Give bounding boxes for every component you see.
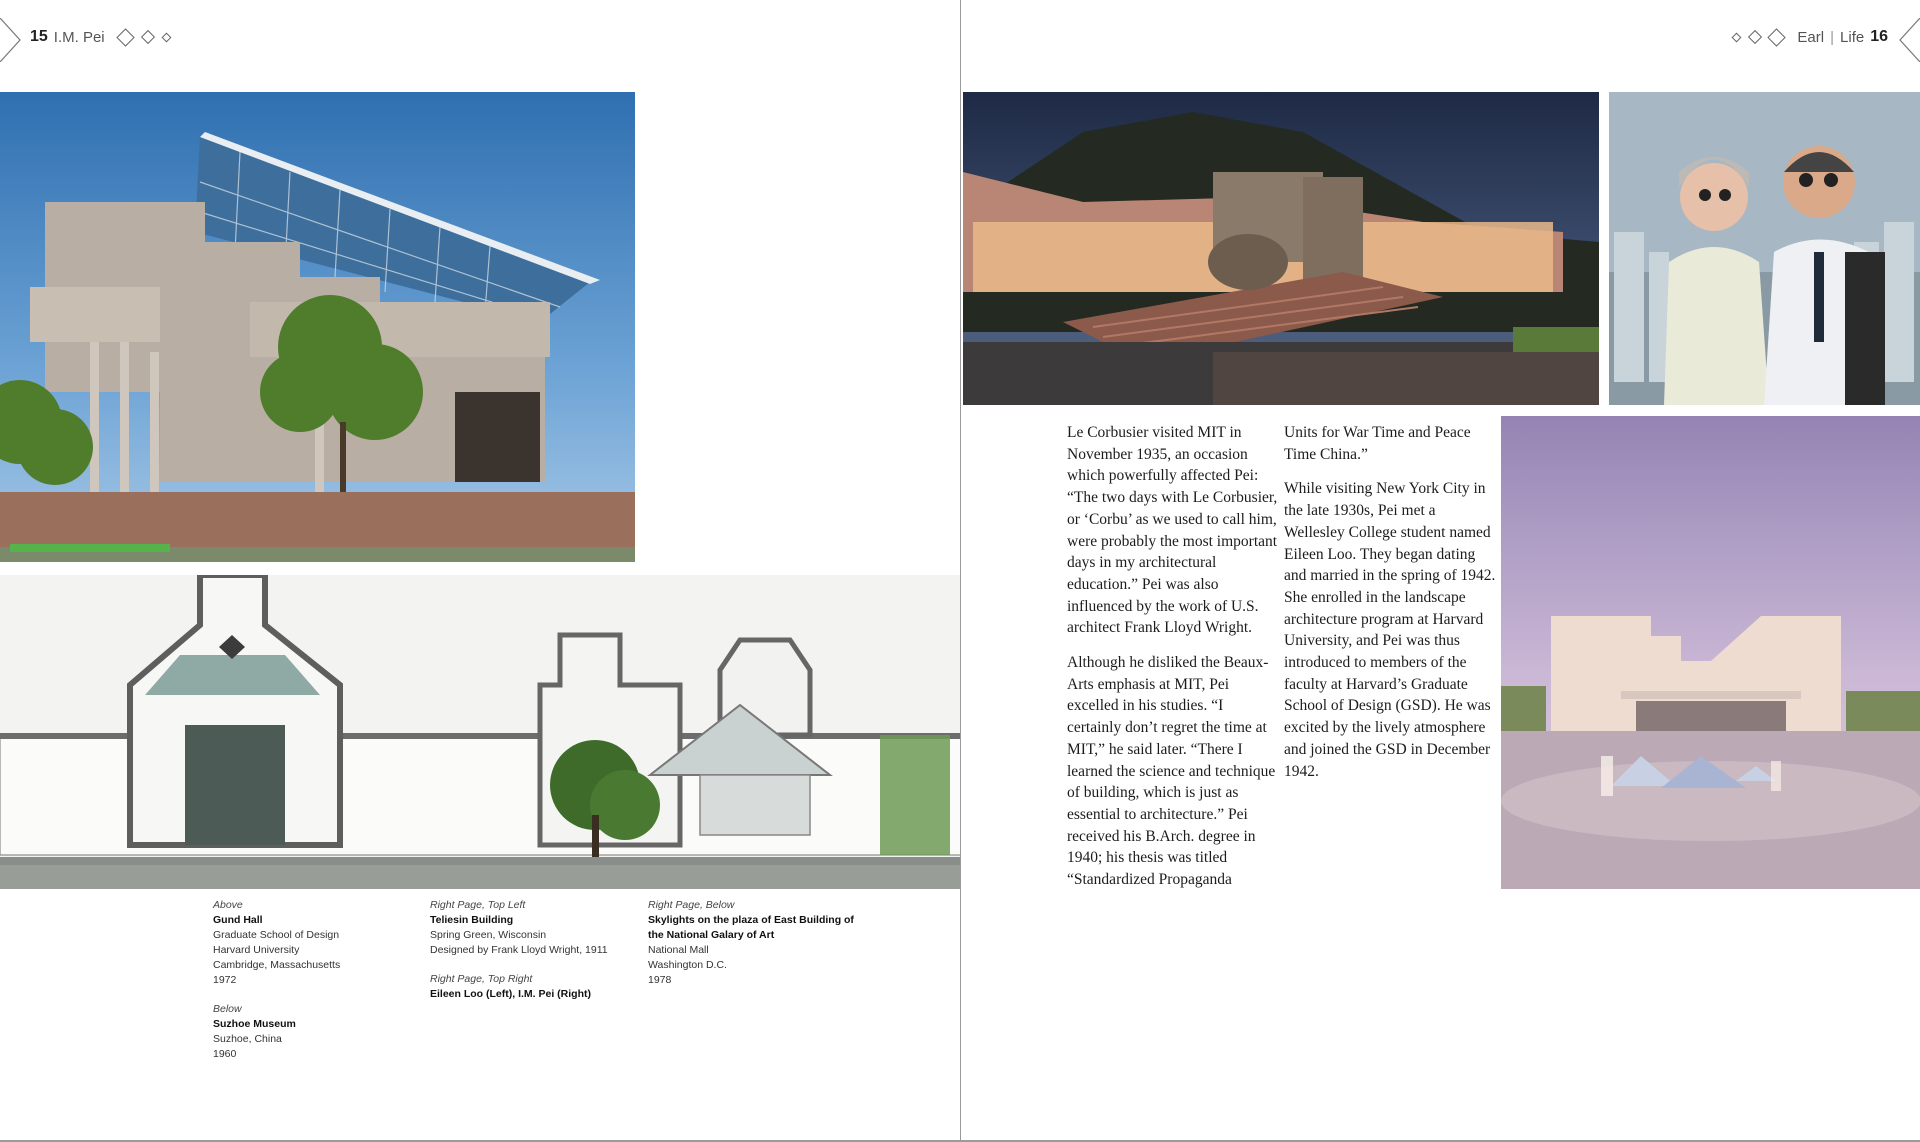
body-paragraph: Le Corbusier visited MIT in November 1935, an occasion which powerfully affected Pei: “The two days with Le Corbusier, or ‘Corbu’ as we used to call him, were probably the most important days in my architectural education.” Pei was also influenced by the work of U.S. architect Frank Lloyd Wright. [1067, 424, 1278, 637]
diamond-ornament-icon [161, 32, 171, 42]
page-edge-arrow-left [0, 18, 22, 62]
body-column-2 [1284, 422, 1496, 795]
page-edge-arrow-right [1898, 18, 1920, 62]
diamond-ornament-icon [116, 28, 134, 46]
right-page [961, 0, 1920, 1142]
caption-role: Right Page, Top Right [430, 973, 533, 985]
caption-column-1 [213, 898, 363, 1062]
body-paragraph: While visiting New York City in the late 1930s, Pei met a Wellesley College student named Eileen Loo. They began dating and married in the spring of 1942. She enrolled in the landscape architecture program at Harvard University, and Pei was thus introduced to members of the faculty at Harvard’s Graduate School of Design (GSD). He was excited by the lively atmosphere and joined the GSD in December 1942. [1284, 480, 1496, 780]
caption-line: Designed by Frank Lloyd Wright, 1911 [430, 944, 608, 956]
running-head: I.M. Pei [53, 28, 105, 46]
caption-column-3 [648, 898, 888, 988]
page-number: 15 [30, 28, 48, 45]
caption-line: Harvard University [213, 944, 300, 956]
body-paragraph: Although he disliked the Beaux-Arts emphasis at MIT, Pei excelled in his studies. “I certainly don’t regret the time at MIT,” he said later. “There I learned the science and technique of building, which is just as essential to architecture.” Pei received his B.Arch. degree in 1940; his thesis was titled “Standardized Propaganda [1067, 654, 1276, 889]
caption-line: Suzhoe, China [213, 1033, 282, 1045]
taliesin-photo [963, 92, 1599, 405]
diamond-ornament-icon [1768, 28, 1786, 46]
caption-line: 1960 [213, 1048, 237, 1060]
caption-line: 1978 [648, 974, 672, 986]
caption-line: 1972 [213, 974, 237, 986]
caption-title: the National Galary of Art [648, 929, 775, 941]
running-head: Earl [1797, 28, 1825, 46]
caption-line: Washington D.C. [648, 959, 727, 971]
caption-role: Right Page, Top Left [430, 899, 526, 911]
caption-line: National Mall [648, 944, 709, 956]
suzhou-museum-photo [0, 575, 961, 889]
eileen-loo-im-pei-portrait [1609, 92, 1920, 405]
caption-column-2 [430, 898, 630, 1002]
diamond-ornament-icon [1748, 30, 1762, 44]
right-folio [1733, 28, 1888, 46]
page-number: 16 [1870, 28, 1888, 45]
body-paragraph: Units for War Time and Peace Time China.” [1284, 424, 1471, 463]
body-column-1 [1067, 422, 1279, 904]
caption-line: Graduate School of Design [213, 929, 340, 941]
caption-role: Right Page, Below [648, 899, 735, 911]
caption-line: Spring Green, Wisconsin [430, 929, 547, 941]
running-head: Life [1840, 28, 1865, 46]
caption-role: Above [213, 899, 243, 911]
caption-title: Skylights on the plaza of East Building of [648, 914, 854, 926]
running-head-separator: | [1830, 28, 1835, 46]
left-folio [30, 28, 170, 46]
caption-title: Eileen Loo (Left), I.M. Pei (Right) [430, 988, 591, 1000]
caption-title: Suzhoe Museum [213, 1018, 296, 1030]
caption-title: Teliesin Building [430, 914, 514, 926]
caption-role: Below [213, 1003, 242, 1015]
caption-line: Cambridge, Massachusetts [213, 959, 341, 971]
east-building-photo [1501, 416, 1920, 889]
diamond-ornament-icon [1732, 32, 1742, 42]
gund-hall-photo [0, 92, 635, 562]
diamond-ornament-icon [141, 30, 155, 44]
caption-title: Gund Hall [213, 914, 263, 926]
